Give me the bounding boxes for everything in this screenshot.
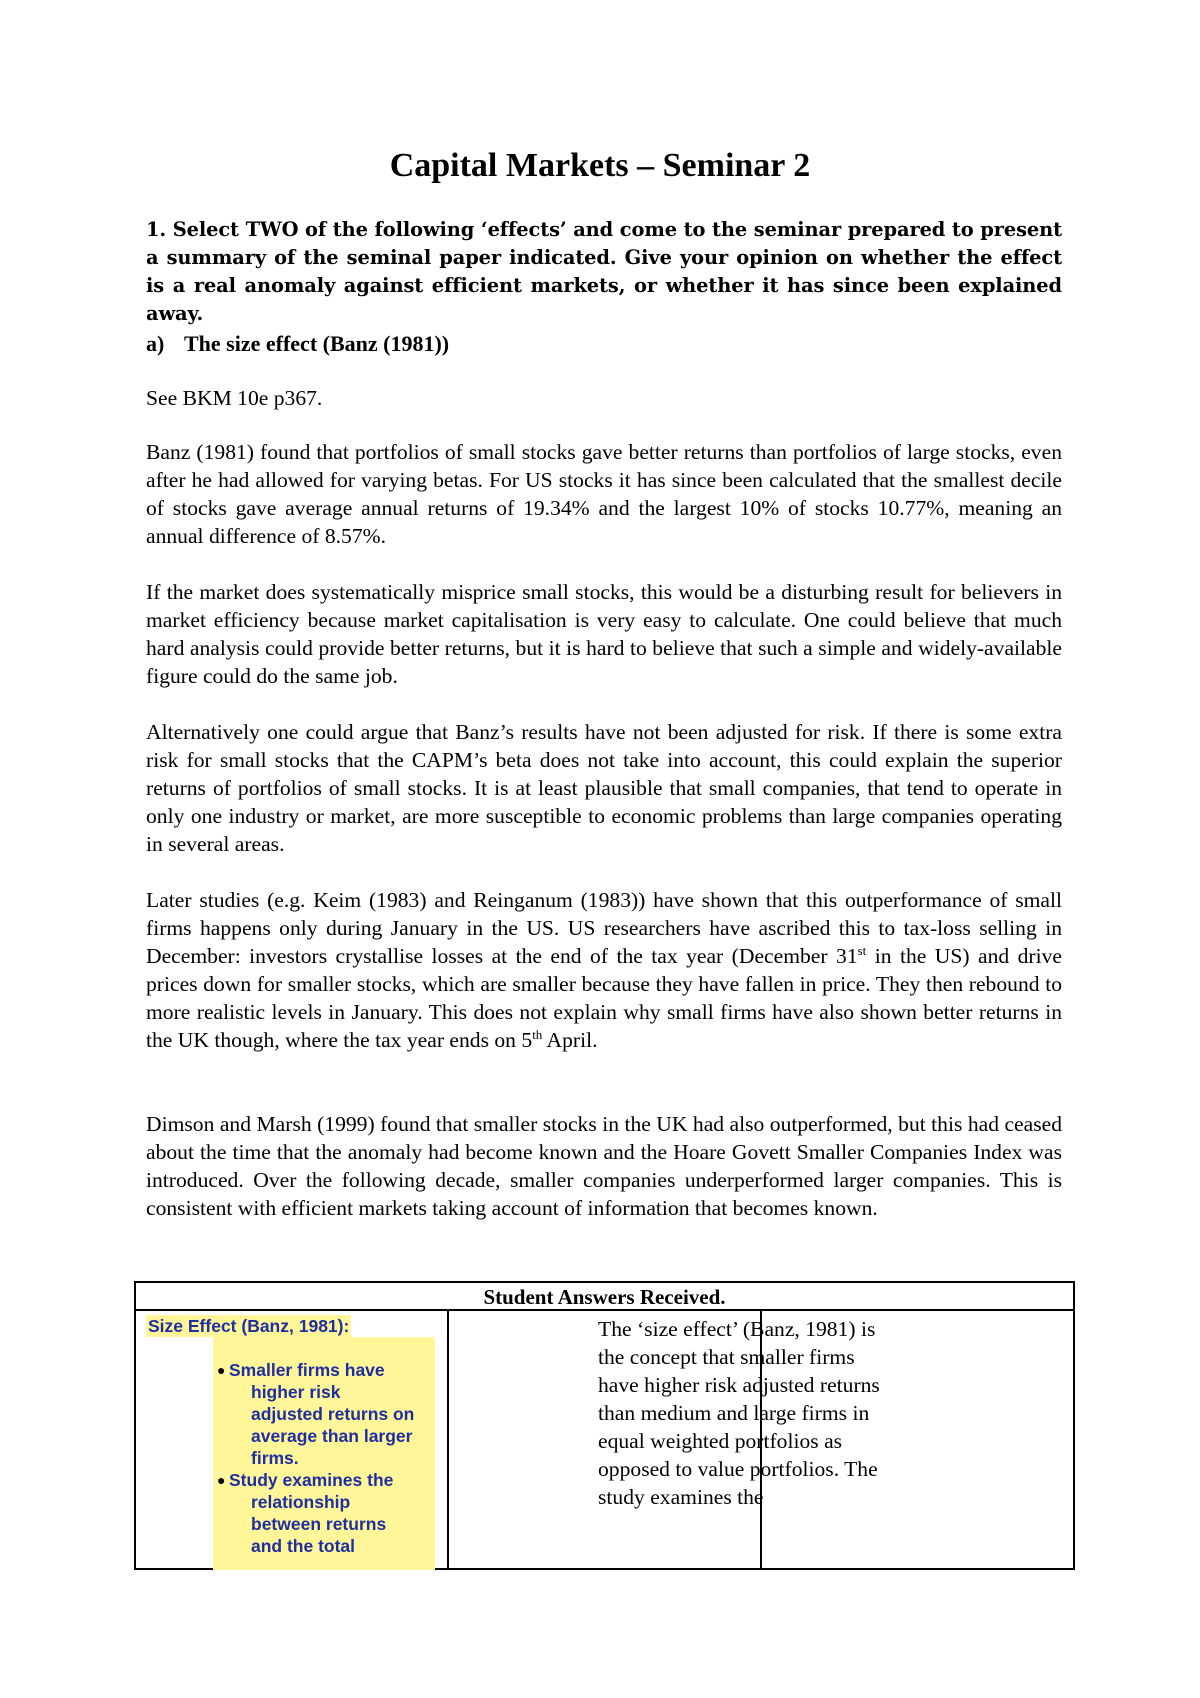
bullet-icon: ● — [217, 1362, 226, 1378]
list-item — [213, 1469, 435, 1557]
paragraph-january-text-c: April. — [542, 1028, 598, 1052]
superscript-st: st — [857, 942, 867, 958]
section-heading — [146, 330, 449, 358]
question-text: 1. Select TWO of the following ‘effects’ and come to the seminar prepared to present a summary of the seminal paper indicated. Give your opinion on whether the effect is a real anomaly against efficient markets, or whether it has since been explained away. — [146, 218, 1062, 325]
paragraph-january-effect — [146, 886, 1062, 1054]
bullet-line: Study examines the — [229, 1470, 394, 1490]
section-marker: a) — [146, 331, 165, 356]
superscript-th: th — [532, 1026, 543, 1042]
table-cell-student-notes — [146, 1315, 560, 1570]
bullet-line: relationship — [251, 1492, 351, 1512]
table-cell-student-answer: The ‘size effect’ (Banz, 1981) is the concept that smaller firms have higher risk adjusted returns than medium and large firms in equal weighted portfolios as opposed to value portfolios. The study examines the — [598, 1317, 880, 1509]
page-title: Capital Markets – Seminar 2 — [389, 147, 811, 184]
paragraph-dimson-marsh: Dimson and Marsh (1999) found that smaller stocks in the UK had also outperformed, but this had ceased about the time that the anomaly had become known and the Hoare Govett Smaller Companies Index was introduced. Over the following decade, smaller companies underperformed larger companies. This is consistent with efficient markets taking account of information that becomes known. — [146, 1112, 1062, 1220]
paragraph-reference: See BKM 10e p367. — [146, 386, 323, 410]
bullet-icon: ● — [217, 1472, 226, 1488]
bullet-line: between returns — [251, 1514, 387, 1534]
bullet-line: Smaller firms have — [229, 1360, 385, 1380]
bullet-line: firms. — [251, 1448, 299, 1468]
bullet-line: higher risk — [251, 1382, 341, 1402]
paragraph-january-text-a: Later studies (e.g. Keim (1983) and Reinganum (1983)) have shown that this outperformance of small firms happens only during January in the US. US researchers have ascribed this to tax-loss selling in December: investors crystallise losses at the end of the tax year (December 31 — [146, 888, 1062, 968]
bullet-line: average than larger — [251, 1426, 413, 1446]
paragraph-january-text-b: in the US) and drive prices down for smaller stocks, which are smaller because they have fallen in price. They then rebound to more realistic levels in January. This does not explain why small firms have also shown better returns in the UK though, where the tax year ends on 5 — [146, 944, 1063, 1052]
list-item — [213, 1359, 435, 1469]
paragraph-risk-adjustment: Alternatively one could argue that Banz’s results have not been adjusted for risk. If there is some extra risk for small stocks that the CAPM’s beta does not take into account, this could explain the superior returns of portfolios of small stocks. It is at least plausible that small companies, that tend to operate in only one industry or market, are more susceptible to economic problems than large companies operating in several areas. — [146, 720, 1062, 856]
bullet-list — [213, 1359, 435, 1557]
bullet-line: adjusted returns on — [251, 1404, 415, 1424]
paragraph-banz-findings: Banz (1981) found that portfolios of small stocks gave better returns than portfolios of large stocks, even after he had allowed for varying betas. For US stocks it has since been calculated that the smallest decile of stocks gave average annual returns of 19.34% and the largest 10% of stocks 10.77%, meaning an annual difference of 8.57%. — [146, 440, 1062, 548]
paragraph-mispricing: If the market does systematically misprice small stocks, this would be a disturbing result for believers in market efficiency because market capitalisation is very easy to calculate. One could believe that much hard analysis could provide better returns, but it is hard to believe that such a simple and widely-available figure could do the same job. — [146, 580, 1062, 688]
bullet-line: and the total — [251, 1536, 356, 1556]
table-header: Student Answers Received. — [136, 1283, 1073, 1311]
section-heading-text: The size effect (Banz (1981)) — [184, 331, 450, 356]
size-effect-label: Size Effect (Banz, 1981): — [148, 1316, 350, 1336]
student-answers-table — [134, 1281, 1075, 1570]
